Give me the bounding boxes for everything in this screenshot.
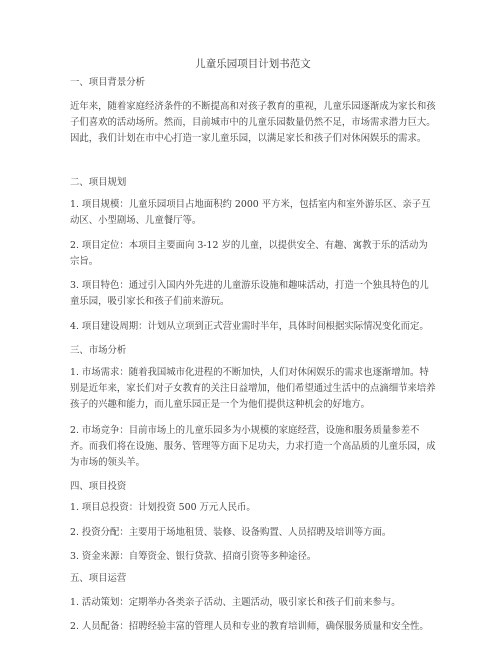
section-heading-operation: 五、项目运营 [70,573,127,584]
paragraph-investment-total: 1. 项目总投资：计划投资 500 万元人民币。 [70,502,256,513]
paragraph-investment-funding: 3. 资金来源：自筹资金、银行贷款、招商引资等多种途径。 [70,551,317,562]
paragraph-market-competition: 2. 市场竞争：目前市场上的儿童乐园多为小规模的家庭经营，设施和服务质量参差不齐。而我们将在设施、服务、管理等方面下足功夫，力求打造一个高品质的儿童乐园，成为市场的领头羊。 [70,425,436,468]
section-heading-background: 一、项目背景分析 [70,77,146,88]
paragraph-planning-features: 3. 项目特色：通过引入国内外先进的儿童游乐设施和趣味活动，打造一个独具特色的儿童乐园，吸引家长和孩子们前来游玩。 [70,280,429,307]
section-heading-planning: 二、项目规划 [70,177,127,188]
paragraph-operation-staffing: 2. 人员配备：招聘经验丰富的管理人员和专业的教育培训师，确保服务质量和安全性。 [70,621,429,632]
paragraph-market-demand: 1. 市场需求：随着我国城市化进程的不断加快，人们对休闲娱乐的需求也逐渐增加。特别是近年来，家长们对子女教育的关注日益增加，他们希望通过生活中的点滴细节来培养孩子的兴趣和能力，而儿童乐园正是一个为他们提供这种机会的好地方。 [70,367,436,410]
section-heading-market: 三、市场分析 [70,345,127,356]
paragraph-planning-positioning: 2. 项目定位：本项目主要面向 3-12 岁的儿童，以提供安全、有趣、寓教于乐的活动为宗旨。 [70,240,428,267]
paragraph-planning-scale: 1. 项目规模：儿童乐园项目占地面积约 2000 平方米，包括室内和室外游乐区、亲子互动区、小型剧场、儿童餐厅等。 [70,199,431,226]
paragraph-operation-events: 1. 活动策划：定期举办各类亲子活动、主题活动，吸引家长和孩子们前来参与。 [70,597,401,608]
paragraph-background: 近年来，随着家庭经济条件的不断提高和对孩子教育的重视，儿童乐园逐渐成为家长和孩子们喜欢的活动场所。然而，目前城市中的儿童乐园数量仍然不足，市场需求潜力巨大。因此，我们计划在市中心打造一家儿童乐园，以满足家长和孩子们对休闲娱乐的需求。 [70,101,436,144]
paragraph-investment-allocation: 2. 投资分配：主要用于场地租赁、装修、设备购置、人员招聘及培训等方面。 [70,527,392,538]
paragraph-planning-schedule: 4. 项目建设周期：计划从立项到正式营业需时半年，具体时间根据实际情况变化而定。 [70,321,429,332]
document-title: 儿童乐园项目计划书范文 [195,58,311,70]
section-heading-investment: 四、项目投资 [70,481,127,492]
